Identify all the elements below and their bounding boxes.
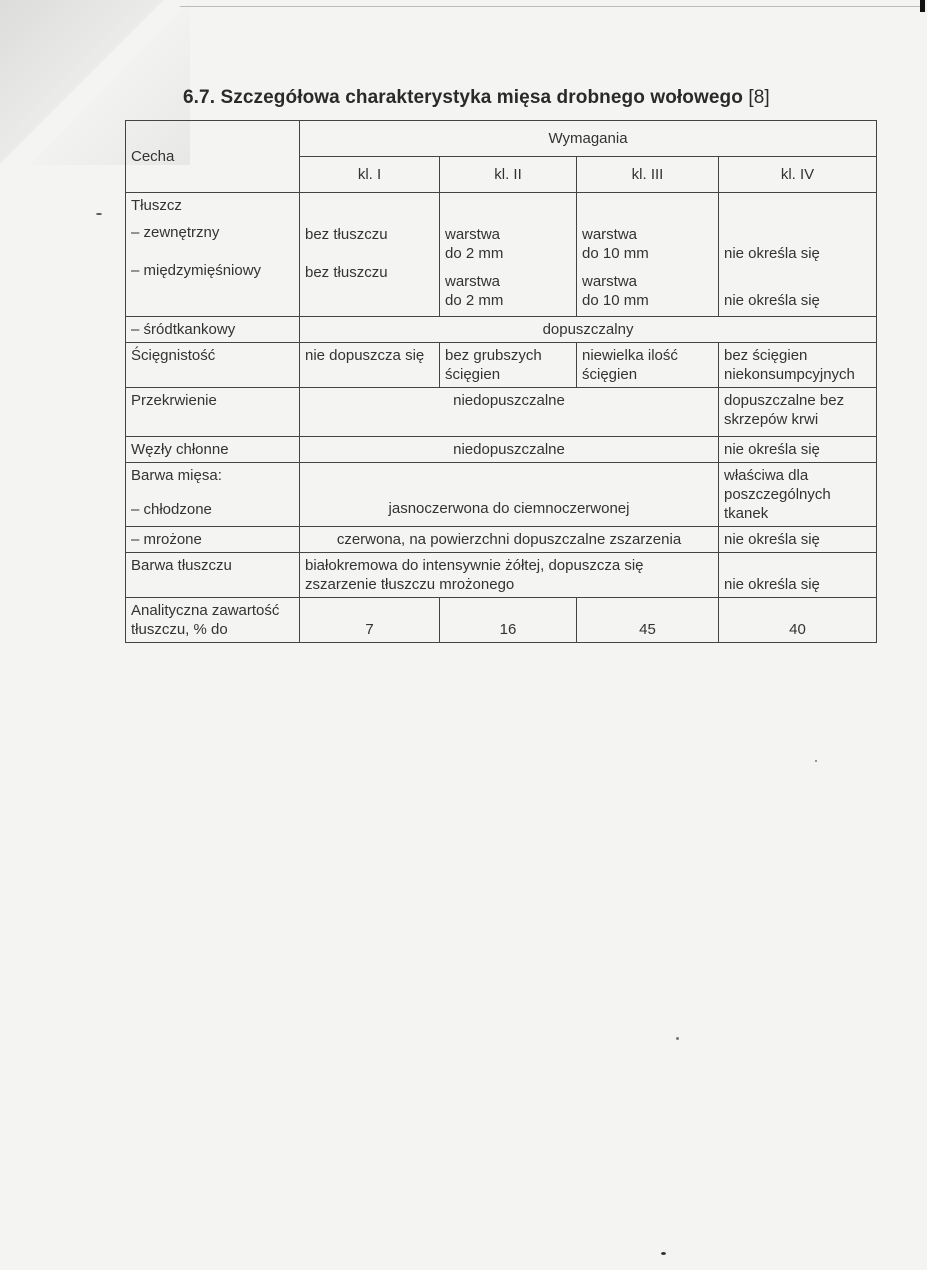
fat-content-label-b: tłuszczu, % do	[131, 621, 228, 638]
intermuscular-fat-class-3-a: warstwa	[582, 273, 638, 290]
fat-content-class-1: 7	[300, 598, 440, 643]
scan-speck	[96, 213, 102, 215]
external-fat-class-3-b: do 10 mm	[582, 245, 649, 262]
table-row-fat-color	[126, 553, 877, 598]
intermuscular-fat-class-2-a: warstwa	[445, 273, 501, 290]
table-row-intramuscular-fat	[126, 317, 877, 343]
external-fat-class-1: bez tłuszczu	[305, 226, 388, 243]
meat-characteristics-table	[125, 120, 877, 643]
table-title-reference: [8]	[748, 87, 770, 108]
congestion-label: Przekrwienie	[126, 388, 300, 437]
meat-color-class-4-c: tkanek	[724, 505, 769, 522]
scan-speck	[661, 1252, 666, 1255]
chilled-class-1-3: jasnoczerwona do ciemnoczerwonej	[300, 463, 719, 527]
header-requirements-cell	[300, 121, 877, 157]
fat-class-3-cell	[577, 193, 719, 317]
table-title	[183, 87, 883, 109]
fat-class-1-cell	[300, 193, 440, 317]
scan-edge-mark	[920, 0, 925, 12]
congestion-class-1-3: niedopuszczalne	[300, 388, 719, 437]
fat-color-class-1-3-cell	[300, 553, 719, 598]
external-fat-class-2-a: warstwa	[445, 226, 501, 243]
tendon-label: Ścięgnistość	[126, 343, 300, 388]
external-fat-label: – zewnętrzny	[131, 224, 220, 241]
external-fat-class-4: nie określa się	[724, 245, 820, 262]
tendon-class-2-b: ścięgien	[445, 366, 501, 383]
fat-class-2-cell	[440, 193, 577, 317]
congestion-class-4-b: skrzepów krwi	[724, 411, 819, 428]
intermuscular-fat-class-1: bez tłuszczu	[305, 264, 388, 281]
table-header-row	[126, 121, 877, 157]
meat-color-class-4-b: poszczególnych	[724, 486, 831, 503]
scan-top-edge	[180, 6, 920, 7]
fat-label-cell	[126, 193, 300, 317]
fat-color-class-4: nie określa się	[719, 553, 877, 598]
table-row-congestion	[126, 388, 877, 437]
table-row-frozen	[126, 527, 877, 553]
tendon-class-4-cell	[719, 343, 877, 388]
fat-content-class-3: 45	[577, 598, 719, 643]
intermuscular-fat-class-3-b: do 10 mm	[582, 292, 649, 309]
fat-content-class-2: 16	[440, 598, 577, 643]
frozen-label: – mrożone	[126, 527, 300, 553]
congestion-class-4-cell	[719, 388, 877, 437]
header-feature: Cecha	[131, 148, 175, 165]
table-row-meat-color	[126, 463, 877, 527]
fat-color-class-1-3-b: zszarzenie tłuszczu mrożonego	[305, 576, 515, 593]
meat-color-class-4-a: właściwa dla	[724, 467, 809, 484]
intramuscular-value: dopuszczalny	[300, 317, 877, 343]
meat-color-label: Barwa mięsa:	[131, 467, 222, 484]
header-feature-cell	[126, 121, 300, 193]
tendon-class-4-b: niekonsumpcyjnych	[724, 366, 855, 383]
meat-color-label-cell	[126, 463, 300, 527]
fat-color-class-1-3-a: białokremowa do intensywnie żółtej, dopuszcza się	[305, 557, 644, 574]
header-class-1: kl. I	[300, 157, 440, 193]
fat-content-class-4: 40	[719, 598, 877, 643]
lymph-class-1-3: niedopuszczalne	[300, 437, 719, 463]
fat-label: Tłuszcz	[131, 197, 182, 214]
header-requirements: Wymagania	[548, 130, 628, 147]
lymph-label: Węzły chłonne	[126, 437, 300, 463]
external-fat-class-2-b: do 2 mm	[445, 245, 504, 262]
table-row-fat-content	[126, 598, 877, 643]
header-class-4: kl. IV	[719, 157, 877, 193]
table-row-lymph-nodes	[126, 437, 877, 463]
header-class-3: kl. III	[577, 157, 719, 193]
congestion-class-4-a: dopuszczalne bez	[724, 392, 845, 409]
lymph-class-4: nie określa się	[719, 437, 877, 463]
tendon-class-2-a: bez grubszych	[445, 347, 542, 364]
intermuscular-fat-class-2-b: do 2 mm	[445, 292, 504, 309]
tendon-class-3-a: niewielka ilość	[582, 347, 678, 364]
tendon-class-4-a: bez ścięgien	[724, 347, 808, 364]
fat-class-4-cell	[719, 193, 877, 317]
scan-speck	[815, 760, 817, 762]
intermuscular-fat-label: – międzymięśniowy	[131, 262, 262, 279]
chilled-label: – chłodzone	[131, 501, 212, 518]
frozen-class-4: nie określa się	[719, 527, 877, 553]
intramuscular-label: – śródtkankowy	[126, 317, 300, 343]
meat-color-class-4-cell	[719, 463, 877, 527]
external-fat-class-3-a: warstwa	[582, 226, 638, 243]
header-class-2: kl. II	[440, 157, 577, 193]
tendon-class-3-cell	[577, 343, 719, 388]
table-row-fat	[126, 193, 877, 317]
scan-speck	[676, 1037, 679, 1040]
tendon-class-1: nie dopuszcza się	[300, 343, 440, 388]
fat-content-label-cell	[126, 598, 300, 643]
tendon-class-3-b: ścięgien	[582, 366, 638, 383]
table-title-text: 6.7. Szczegółowa charakterystyka mięsa drobnego wołowego	[183, 87, 743, 108]
intermuscular-fat-class-4: nie określa się	[724, 292, 820, 309]
table-row-tendons	[126, 343, 877, 388]
frozen-class-1-3: czerwona, na powierzchni dopuszczalne zszarzenia	[300, 527, 719, 553]
fat-color-label: Barwa tłuszczu	[126, 553, 300, 598]
fat-content-label-a: Analityczna zawartość	[131, 602, 280, 619]
tendon-class-2-cell	[440, 343, 577, 388]
